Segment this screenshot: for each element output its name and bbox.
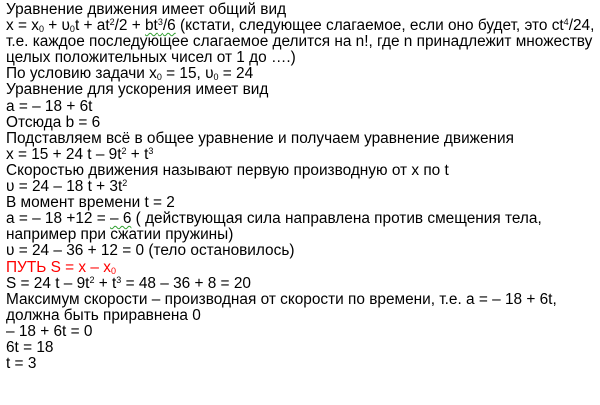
eq-part: /2 + (114, 17, 145, 35)
superscript: 3 (116, 274, 122, 285)
eq-part: t + at (74, 17, 110, 35)
upsilon-symbol: υ (6, 178, 15, 196)
line-17: Максимум скорости – производная от скорости по времени, т.е. a = – 18 + 6t, должна быть приравнена 0 (6, 290, 557, 324)
superscript: 2 (122, 178, 128, 189)
text-part: ПУТЬ S = x – x (6, 258, 111, 276)
line-8: Подставляем всё в общее уравнение и получаем уравнение движения (6, 129, 514, 147)
line-13-acceleration (6, 211, 596, 243)
line-20: t = 3 (6, 355, 37, 373)
upsilon-symbol: υ (6, 242, 15, 260)
eq-part: = 24 – 18 t + 3t (14, 178, 123, 196)
line-2-equation (6, 18, 596, 34)
text-part: По условию задачи x (6, 65, 157, 83)
superscript: 4 (563, 17, 569, 28)
line-11-velocity (6, 179, 596, 195)
solution-text (6, 2, 596, 372)
eq-part: a = – 18 +12 = (6, 210, 110, 228)
eq-part: (кстати, следующее слагаемое, если оно будет, это ct (175, 17, 564, 35)
superscript: 2 (121, 145, 127, 156)
eq-part: + (43, 17, 62, 35)
text-part: = 15, (161, 65, 206, 83)
line-14-velocity-zero (6, 243, 596, 259)
eq-part: x = x (6, 17, 39, 35)
upsilon-symbol: υ (205, 65, 214, 83)
superscript: 3 (157, 17, 163, 28)
line-9-motion-equation (6, 147, 596, 163)
upsilon-symbol: υ (61, 17, 70, 35)
eq-part: + t (126, 145, 149, 163)
line-15-path-heading (6, 260, 596, 276)
spellcheck-underlined (145, 17, 176, 34)
text-part: ( действующая сила направлена против смещения тела, например при сжатии пружины) (6, 210, 542, 244)
subscript: 0 (69, 24, 75, 35)
text-part: = 24 (218, 65, 254, 83)
line-12: В момент времени t = 2 (6, 194, 175, 212)
line-7: Отсюда b = 6 (6, 113, 101, 131)
superscript: 2 (109, 17, 115, 28)
line-10: Скоростью движения называют первую производную от x по t (6, 161, 449, 179)
eq-part: /24, (568, 17, 595, 35)
line-16-path (6, 276, 596, 292)
eq-part: = 24 – 36 + 12 = 0 (тело остановилось) (14, 242, 295, 260)
eq-part: = 48 – 36 + 8 = 20 (121, 274, 251, 292)
line-3: т.е. каждое последующее слагаемое делится на n!, где n принадлежит множеству целых положительных чисел от 1 до ….) (6, 33, 593, 67)
line-6: a = – 18 + 6t (6, 97, 93, 115)
eq-part: + t (94, 274, 117, 292)
line-1: Уравнение движения имеет общий вид (6, 1, 287, 18)
superscript: 3 (148, 145, 154, 156)
line-5: Уравнение для ускорения имеет вид (6, 81, 269, 99)
superscript: 2 (89, 274, 95, 285)
eq-part: S = 24 t – 9t (6, 274, 90, 292)
subscript: 0 (38, 24, 44, 35)
spellcheck-underlined: – 6 (109, 210, 132, 228)
line-19: 6t = 18 (6, 338, 54, 356)
eq-part: x = 15 + 24 t – 9t (6, 145, 122, 163)
subscript: 0 (110, 265, 116, 276)
eq-part: bt (145, 17, 158, 35)
line-18: – 18 + 6t = 0 (6, 322, 93, 340)
subscript: 0 (213, 72, 219, 83)
line-4-given (6, 66, 596, 82)
subscript: 0 (156, 72, 162, 83)
eq-part: /6 (162, 17, 176, 35)
